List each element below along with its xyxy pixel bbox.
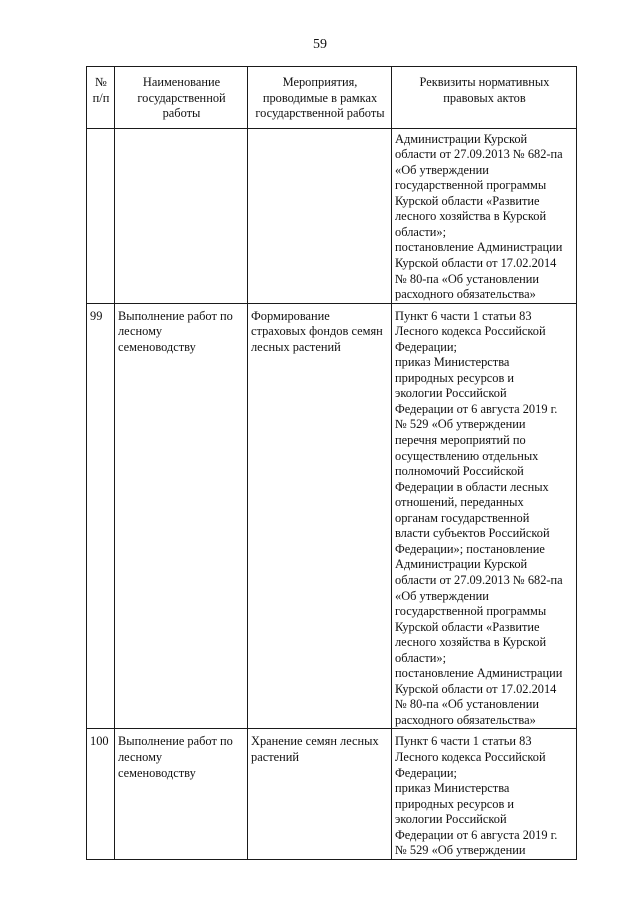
row-number-cell: 99 <box>87 303 115 729</box>
cell-text-line: экологии Российской <box>395 812 507 827</box>
header-line: проводимые в рамках <box>262 90 378 105</box>
acts-cell <box>392 128 577 303</box>
cell-text-line: Формирование <box>251 308 330 323</box>
acts-cell <box>392 729 577 859</box>
cell-text-line: Федерации; <box>395 339 457 354</box>
header-line: государственной работы <box>255 106 385 121</box>
cell-text-line: Курской области от 17.02.2014 <box>395 256 557 271</box>
header-line: Реквизиты нормативных <box>419 75 550 89</box>
cell-text-line: № 80-па «Об установлении <box>395 271 540 286</box>
cell-text-line: Пункт 6 части 1 статьи 83 <box>395 308 532 323</box>
cell-text-line: государственной программы <box>395 178 547 193</box>
cell-text-line: расходного обязательства» <box>395 287 536 302</box>
cell-text-line: лесному <box>118 324 163 339</box>
acts-cell <box>392 303 577 729</box>
cell-text-line: Администрации Курской <box>395 557 528 572</box>
cell-text-line: области от 27.09.2013 № 682-па <box>395 572 563 587</box>
cell-text-line: Выполнение работ по <box>118 308 233 323</box>
cell-text-line: Курской области от 17.02.2014 <box>395 681 557 696</box>
cell-text-line: № 80-па «Об установлении <box>395 697 540 712</box>
row-number-cell <box>87 128 115 303</box>
cell-text-line: семеноводству <box>118 339 196 354</box>
cell-text-line: осуществлению отдельных <box>395 448 539 463</box>
header-line: Мероприятия, <box>282 75 358 89</box>
header-number <box>87 67 115 129</box>
cell-text-line: лесного хозяйства в Курской <box>395 635 547 650</box>
table-row-continuation <box>87 128 577 303</box>
cell-text-line: № 529 «Об утверждении <box>395 417 526 432</box>
regulatory-table <box>86 66 577 860</box>
header-line: Наименование <box>142 75 221 89</box>
cell-text-line: постановление Администрации <box>395 240 563 255</box>
header-line: № <box>95 75 107 89</box>
cell-text-line: страховых фондов семян <box>251 324 383 339</box>
work-name-cell <box>115 303 248 729</box>
cell-text-line: семеноводству <box>118 765 196 780</box>
cell-text-line: лесному <box>118 749 163 764</box>
cell-text-line: приказ Министерства <box>395 781 510 796</box>
cell-text-line: Администрации Курской <box>395 131 528 146</box>
cell-text-line: Федерации от 6 августа 2019 г. <box>395 401 558 416</box>
cell-text-line: Курской области «Развитие <box>395 193 540 208</box>
activities-cell <box>248 729 392 859</box>
table-header-row <box>87 67 577 129</box>
activities-cell <box>248 303 392 729</box>
header-activities <box>248 67 392 129</box>
table-row-99 <box>87 303 577 729</box>
cell-text-line: области»; <box>395 224 447 239</box>
cell-text-line: Хранение семян лесных <box>251 734 379 749</box>
cell-text-line: № 529 «Об утверждении <box>395 843 526 858</box>
cell-text-line: области»; <box>395 650 447 665</box>
header-line: государственной <box>137 90 226 105</box>
cell-text-line: природных ресурсов и <box>395 796 515 811</box>
cell-text-line: «Об утверждении <box>395 162 489 177</box>
cell-text-line: Лесного кодекса Российской <box>395 324 546 339</box>
cell-text-line: экологии Российской <box>395 386 507 401</box>
cell-text-line: полномочий Российской <box>395 464 524 479</box>
cell-text-line: области от 27.09.2013 № 682-па <box>395 147 563 162</box>
cell-text-line: Пункт 6 части 1 статьи 83 <box>395 734 532 749</box>
cell-text-line: Федерации»; постановление <box>395 541 545 556</box>
cell-text-line: перечня мероприятий по <box>395 433 526 448</box>
header-work-name <box>115 67 248 129</box>
cell-text-line: Федерации в области лесных <box>395 479 549 494</box>
cell-text-line: органам государственной <box>395 510 530 525</box>
cell-text-line: лесных растений <box>251 339 341 354</box>
work-name-cell <box>115 128 248 303</box>
header-line: правовых актов <box>443 90 526 105</box>
cell-text-line: лесного хозяйства в Курской <box>395 209 547 224</box>
header-line: п/п <box>92 90 110 105</box>
header-acts <box>392 67 577 129</box>
cell-text-line: постановление Администрации <box>395 666 563 681</box>
activities-cell <box>248 128 392 303</box>
cell-text-line: Лесного кодекса Российской <box>395 749 546 764</box>
cell-text-line: отношений, переданных <box>395 495 524 510</box>
cell-text-line: Курской области «Развитие <box>395 619 540 634</box>
cell-text-line: власти субъектов Российской <box>395 526 550 541</box>
cell-text-line: Федерации от 6 августа 2019 г. <box>395 827 558 842</box>
cell-text-line: Выполнение работ по <box>118 734 233 749</box>
cell-text-line: природных ресурсов и <box>395 370 515 385</box>
cell-text-line: «Об утверждении <box>395 588 489 603</box>
row-number-cell: 100 <box>87 729 115 859</box>
cell-text-line: Федерации; <box>395 765 457 780</box>
cell-text-line: государственной программы <box>395 604 547 619</box>
work-name-cell <box>115 729 248 859</box>
cell-text-line: приказ Министерства <box>395 355 510 370</box>
page-number: 59 <box>313 37 327 52</box>
cell-text-line: растений <box>251 749 300 764</box>
cell-text-line: расходного обязательства» <box>395 712 536 727</box>
header-line: работы <box>162 106 201 121</box>
table-row-100 <box>87 729 577 859</box>
